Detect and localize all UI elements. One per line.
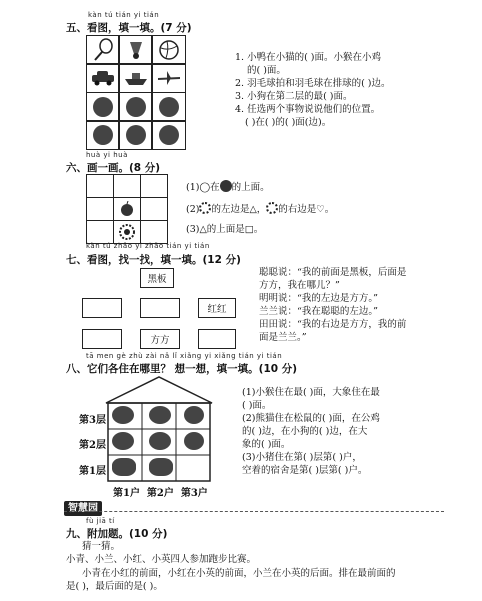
apple-icon: [220, 180, 232, 192]
monkey-icon: [112, 406, 134, 424]
divider: [64, 511, 444, 512]
s7-text: [259, 266, 459, 344]
s8-pinyin: tā men gè zhù zài nǎ lǐ xiǎng yi xiǎng tián yi tián: [86, 352, 283, 360]
s6-q1-text-b: 的上面。: [231, 182, 270, 193]
elephant-icon: [112, 458, 136, 476]
seat-fangfang: 方方: [140, 329, 180, 349]
racket-icon: [86, 35, 119, 65]
grid-cell[interactable]: [140, 174, 168, 198]
flower-icon: [266, 202, 278, 214]
s8-heading: 八、它们各住在哪里？ 想一想，填一填。(10 分): [66, 363, 298, 375]
s6-q3: (3)△的上面是□。: [186, 224, 264, 235]
blackboard: 黑板: [140, 268, 174, 288]
floor-label: 第1层: [79, 466, 106, 477]
s5-q4b: ( )在( )的( )面(边)。: [245, 117, 332, 128]
seat-box[interactable]: [82, 298, 122, 318]
badge-text: 智慧园: [64, 501, 102, 516]
s5-heading: 五、看图，填一填。(7 分): [66, 22, 192, 34]
grid-cell[interactable]: [113, 174, 141, 198]
monkey-icon: [86, 120, 119, 150]
s7-line: 明明说：“我的左边是方方。”: [259, 293, 378, 304]
ship-icon: [119, 63, 152, 93]
s6-q1-text: (1)◯在: [186, 182, 220, 193]
grid-cell[interactable]: [140, 220, 168, 244]
floor-label: 第3层: [79, 415, 106, 426]
s7-line: 田田说：“我的右边是方方，我的前: [259, 319, 407, 330]
plane-icon: [152, 63, 186, 93]
grid-cell[interactable]: [140, 197, 168, 221]
s6-q2-text-b: 的左边是△，: [211, 204, 267, 215]
seat-box[interactable]: [140, 298, 180, 318]
s7-line: 方方，我在哪儿？”: [259, 280, 340, 291]
seat-honghong: 红红: [198, 298, 236, 318]
flower-icon: [199, 202, 211, 214]
s5-q1: 1. 小鸭在小猫的( )面。小猴在小鸡: [235, 52, 382, 63]
s5-q1b: 的( )面。: [247, 65, 286, 76]
s9-line1: 猜一猜。: [82, 541, 121, 552]
s6-heading: 六、画一画。(8 分): [66, 162, 161, 174]
grid-cell[interactable]: [86, 220, 114, 244]
s9-line3: 小青在小红的前面，小红在小英的前面，小兰在小英的后面。排在最前面的: [82, 568, 396, 579]
s5-q3: 3. 小狗在第二层的最( )面。: [235, 91, 353, 102]
shuttlecock-icon: [119, 35, 152, 65]
s6-pinyin: huà yi huà: [86, 151, 128, 159]
s8-text: [242, 386, 452, 477]
grid-cell[interactable]: [86, 197, 114, 221]
apple-icon: [113, 197, 141, 221]
wisdom-garden-badge: [64, 496, 102, 515]
duck-icon: [184, 406, 204, 424]
s9-line4: 是( )，最后面的是( )。: [66, 581, 163, 592]
s9-heading: 九、附加题。(10 分): [66, 528, 168, 540]
s8-line: 空着的宿舍是第( )层第( )户。: [242, 465, 368, 476]
s6-q2-text: (2): [186, 204, 200, 215]
flower-icon: [113, 220, 141, 244]
squirrel-icon: [152, 120, 186, 150]
pig-icon: [149, 458, 173, 476]
s8-line: (2)熊猫住在松鼠的( )面，在公鸡: [242, 413, 380, 424]
s8-line: (3)小猪住在第( )层第( )户，: [242, 452, 362, 463]
s5-pinyin: kàn tú tián yi tián: [88, 11, 160, 19]
s8-line: (1)小猴住在最( )面，大象住在最: [242, 387, 380, 398]
s8-line: 象的( )面。: [242, 439, 291, 450]
unit-labels: 第1户 第2户 第3户: [113, 488, 208, 499]
cat-icon: [119, 92, 152, 122]
squirrel-icon: [149, 406, 171, 424]
car-icon: [86, 63, 119, 93]
grid-cell[interactable]: [86, 174, 114, 198]
s6-q2-text-c: 的右边是♡。: [278, 204, 335, 215]
s8-line: ( )面。: [242, 400, 272, 411]
floor-label: 第2层: [79, 440, 106, 451]
s7-line: 面是兰兰。”: [259, 332, 307, 343]
chick-icon: [119, 120, 152, 150]
s7-line: 兰兰说：“我在聪聪的左边。”: [259, 306, 378, 317]
s8-line: 的( )边，在小狗的( )边，在大: [242, 426, 368, 437]
seat-box[interactable]: [82, 329, 122, 349]
dog-icon: [184, 432, 204, 450]
s7-heading: 七、看图，找一找，填一填。(12 分): [66, 254, 241, 266]
s7-line: 聪聪说：“我的前面是黑板，后面是: [259, 267, 407, 278]
s9-line2: 小青、小兰、小红、小英四人参加跑步比赛。: [66, 554, 257, 565]
seat-box[interactable]: [198, 329, 236, 349]
dog-icon: [152, 92, 186, 122]
s6-q1: [186, 180, 270, 194]
s5-q4: 4. 任选两个事物说说他们的位置。: [235, 104, 381, 115]
volleyball-icon: [152, 35, 186, 65]
rooster-icon: [112, 432, 134, 450]
s6-q2: [186, 202, 334, 216]
panda-icon: [149, 432, 171, 450]
s9-pinyin: fù jiā tí: [86, 517, 115, 525]
s5-q2: 2. 羽毛球拍和羽毛球在排球的( )边。: [235, 78, 391, 89]
s7-pinyin: kàn tú zhǎo yi zhǎo tián yi tián: [86, 242, 210, 250]
duck-icon: [86, 92, 119, 122]
